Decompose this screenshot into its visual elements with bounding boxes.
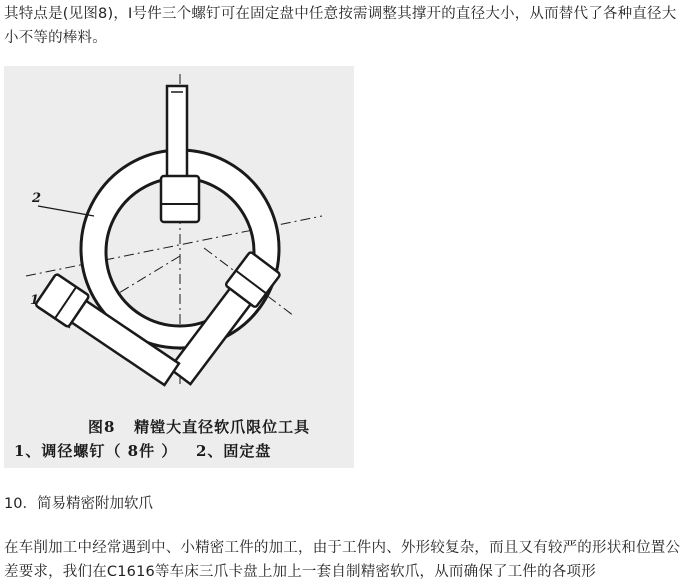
- section-heading: 10．简易精密附加软爪: [4, 496, 153, 512]
- intro-paragraph: 其特点是(见图8)，I号件三个螺钉可在固定盘中任意按需调整其撑开的直径大小，从而替代了各种直径大小不等的棒料。: [4, 6, 677, 46]
- label-part-1: 1: [30, 293, 40, 308]
- fixture-drawing: [4, 66, 354, 468]
- label-part-2: 2: [32, 191, 42, 206]
- body-paragraph: 在车削加工中经常遇到中、小精密工件的加工，由于工件内、外形较复杂，而且又有较严的形状和位置公差要求，我们在C1616等车床三爪卡盘上加上一套自制精密软爪，从而确保了工件的各项形: [4, 540, 681, 580]
- figure-8: [4, 66, 354, 468]
- figure-caption-title: 图8 精镗大直径软爪限位工具: [88, 418, 311, 436]
- adjusting-screw-right: [165, 251, 281, 387]
- figure-caption-parts: 1、调径螺钉（ 8件 ） 2、固定盘: [14, 442, 272, 460]
